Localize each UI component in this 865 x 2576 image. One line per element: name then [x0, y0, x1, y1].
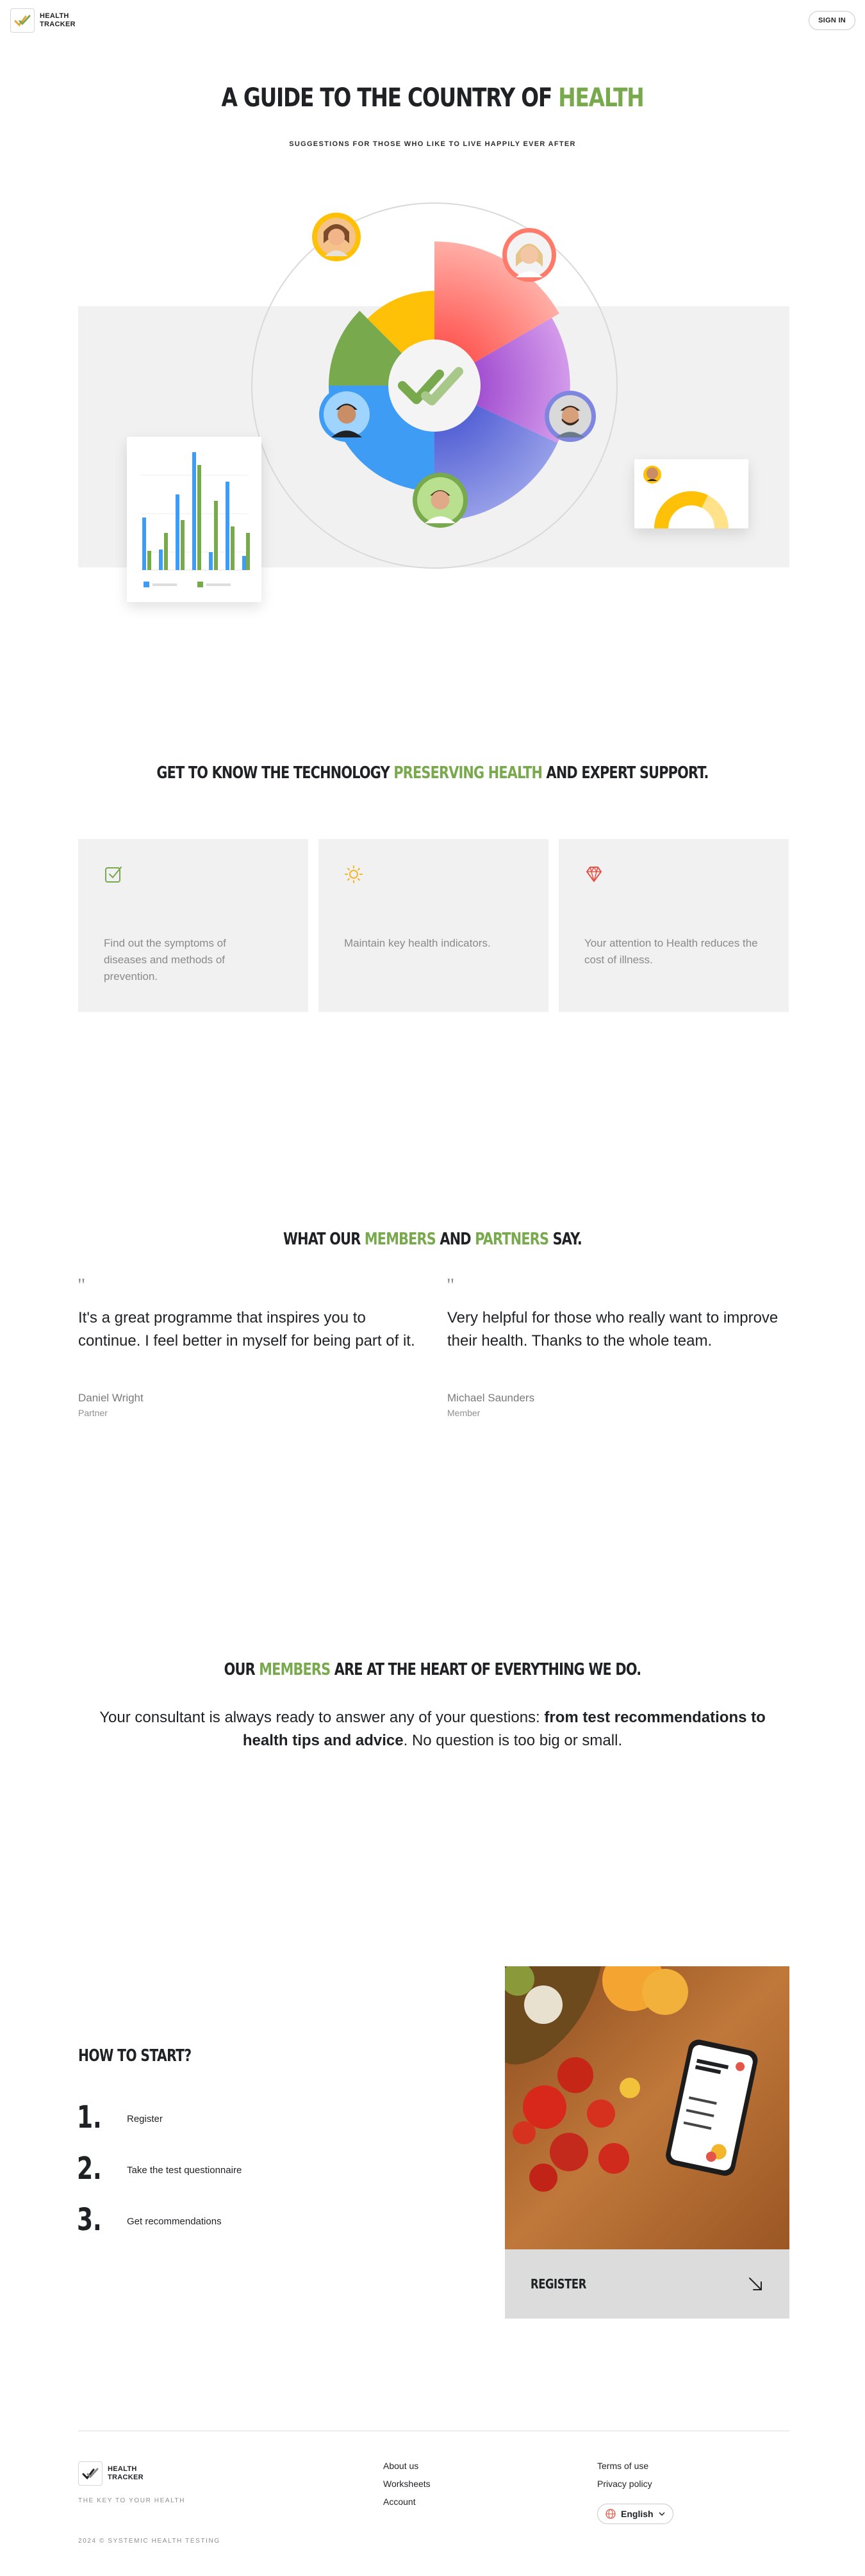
arrow-down-right-icon: [747, 2276, 764, 2292]
chevron-down-icon: [659, 2511, 665, 2517]
gauge-card: [634, 459, 748, 528]
footer-tagline: THE KEY TO YOUR HEALTH: [78, 2497, 186, 2504]
person-icon: [417, 477, 463, 523]
footer-copyright: 2024 © SYSTEMIC HEALTH TESTING: [78, 2538, 220, 2545]
footer-link-worksheets[interactable]: Worksheets: [383, 2479, 431, 2489]
footer-link-terms[interactable]: Terms of use: [597, 2461, 649, 2471]
hero-title: [78, 83, 787, 113]
logo-text: [108, 2465, 144, 2482]
testimonials-title: [86, 1230, 778, 1249]
step-label: Get recommendations: [127, 2216, 222, 2227]
step-label: Take the test questionnaire: [127, 2165, 242, 2176]
testimonial-text: Very helpful for those who really want to improve their health. Thanks to the whole team.: [447, 1309, 778, 1349]
quote-mark-icon: ": [447, 1275, 455, 1296]
header-logo[interactable]: [10, 8, 76, 33]
heart-text-bold: from test recommendations to health tips and advice: [242, 1709, 766, 1749]
step-number: 1.: [77, 2099, 102, 2135]
logo-check-icon: [78, 2461, 103, 2486]
testimonial-author: Daniel Wright: [78, 1392, 144, 1404]
avatar: [502, 228, 556, 282]
heart-text-suffix: . No question is too big or small.: [403, 1732, 623, 1749]
technology-title-prefix: GET TO KNOW THE TECHNOLOGY: [156, 763, 394, 783]
sun-icon: [344, 865, 363, 884]
avatar: [413, 473, 468, 528]
technology-title-suffix: AND EXPERT SUPPORT.: [542, 763, 709, 783]
testimonial-role: Partner: [78, 1408, 108, 1418]
vegetables-phone-photo: [505, 1966, 789, 2249]
hero-title-prefix: A GUIDE TO THE COUNTRY OF: [221, 83, 559, 113]
logo-text: [40, 12, 76, 29]
avatar: [545, 391, 596, 442]
language-label: English: [621, 2509, 654, 2519]
testimonials-title-middle: AND: [435, 1230, 475, 1249]
testimonial-text: It's a great programme that inspires you to continue. I feel better in myself for being part of it.: [78, 1309, 415, 1349]
avatar: [312, 213, 361, 261]
hero-subtitle: SUGGESTIONS FOR THOSE WHO LIKE TO LIVE HAPPILY EVER AFTER: [289, 140, 576, 148]
footer-link-account[interactable]: Account: [383, 2497, 416, 2507]
technology-title: [86, 763, 778, 783]
testimonials-title-prefix: WHAT OUR: [283, 1230, 365, 1249]
step-label: Register: [127, 2114, 163, 2124]
person-icon: [317, 218, 356, 256]
feature-text: Your attention to Health reduces the cost of illness.: [584, 937, 758, 966]
logo-line2: TRACKER: [108, 2474, 144, 2481]
logo-line1: HEALTH: [108, 2465, 137, 2473]
logo-check-icon: [10, 8, 35, 33]
heart-title-suffix: ARE AT THE HEART OF EVERYTHING WE DO.: [330, 1660, 641, 1679]
step-number: 3.: [77, 2202, 102, 2238]
logo-line1: HEALTH: [40, 12, 69, 20]
language-selector[interactable]: [597, 2504, 673, 2524]
globe-icon: [606, 2509, 616, 2519]
footer-link-privacy[interactable]: Privacy policy: [597, 2479, 652, 2489]
heart-title-prefix: OUR: [224, 1660, 260, 1679]
heart-text-prefix: Your consultant is always ready to answer any of your questions:: [99, 1709, 545, 1726]
footer-logo[interactable]: [78, 2461, 144, 2486]
avatar: [319, 387, 374, 442]
testimonials-title-suffix: SAY.: [548, 1230, 582, 1249]
person-icon: [507, 232, 552, 277]
sign-in-button[interactable]: SIGN IN: [809, 11, 855, 30]
heart-paragraph: [77, 1706, 788, 1752]
register-label: REGISTER: [531, 2276, 586, 2292]
testimonial-author: Michael Saunders: [447, 1392, 535, 1404]
register-button[interactable]: [505, 2249, 789, 2319]
checkbox-icon: [104, 865, 123, 884]
gauge-graphic: [634, 459, 748, 528]
testimonials-title-members: MEMBERS: [364, 1230, 436, 1249]
step-number: 2.: [77, 2151, 102, 2187]
person-icon: [324, 391, 370, 437]
diamond-icon: [584, 865, 604, 884]
hero-title-highlight: HEALTH: [558, 83, 644, 113]
how-to-start-title: HOW TO START?: [78, 2046, 192, 2066]
person-icon: [549, 395, 591, 437]
feature-card: [78, 839, 308, 1012]
bar-chart-graphic: [127, 437, 261, 602]
heart-title: [86, 1660, 778, 1679]
testimonials-title-partners: PARTNERS: [475, 1230, 549, 1249]
feature-text: Find out the symptoms of diseases and methods of prevention.: [104, 937, 226, 982]
quote-mark-icon: ": [78, 1275, 86, 1296]
heart-title-highlight: MEMBERS: [259, 1660, 331, 1679]
feature-text: Maintain key health indicators.: [344, 937, 491, 949]
testimonial-role: Member: [447, 1408, 481, 1418]
technology-title-highlight: PRESERVING HEALTH: [393, 763, 543, 783]
footer-link-about[interactable]: About us: [383, 2461, 419, 2471]
feature-card: [559, 839, 789, 1012]
feature-card: [318, 839, 548, 1012]
bar-chart-card: [127, 437, 261, 602]
logo-line2: TRACKER: [40, 20, 76, 28]
